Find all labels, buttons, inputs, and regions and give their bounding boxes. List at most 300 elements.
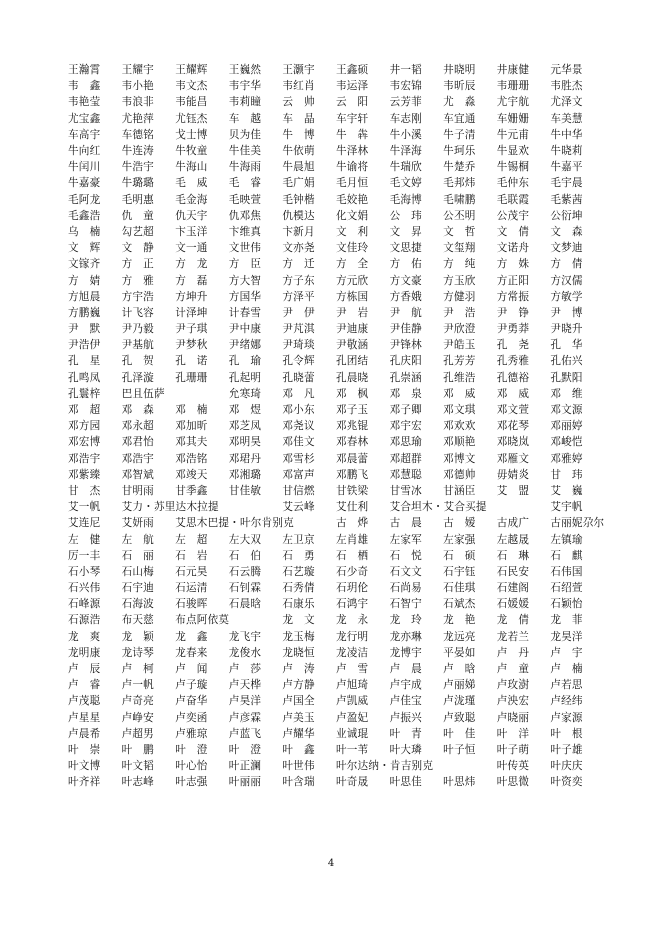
name-cell: 毛仲东 [496, 177, 530, 190]
name-row [68, 548, 604, 564]
name-cell: 邓丽婷 [550, 420, 583, 433]
name-cell: 尹 伊 [282, 306, 315, 319]
name-row [68, 159, 604, 175]
name-cell: 卢 楠 [550, 663, 583, 676]
name-cell: 尤宇航 [496, 96, 530, 109]
name-cell: 元华景 [550, 64, 583, 77]
name-cell: 卢丽娣 [443, 679, 476, 692]
name-cell: 孔珊珊 [175, 371, 208, 384]
name-cell: 叶 佳 [443, 727, 476, 740]
name-cell: 邓鹏飞 [335, 468, 369, 481]
name-cell: 卢玫澍 [496, 679, 530, 692]
name-cell: 邓宇宏 [389, 420, 422, 433]
name-cell: 牛泽海 [389, 145, 422, 158]
name-cell: 牛子清 [443, 128, 476, 141]
name-cell: 卢彦霖 [228, 711, 262, 724]
name-cell: 石运清 [175, 582, 208, 595]
name-row [68, 515, 604, 531]
name-cell: 文 利 [335, 225, 369, 238]
name-row [68, 451, 604, 467]
name-cell: 卞玉洋 [175, 225, 208, 238]
name-cell: 计泽坤 [175, 306, 208, 319]
name-cell: 艾宇帆 [550, 501, 583, 514]
name-cell: 牛晓莉 [550, 145, 583, 158]
name-cell: 戈士博 [175, 128, 208, 141]
name-cell: 韦胜杰 [550, 80, 583, 93]
name-cell: 尹勇莽 [496, 323, 530, 336]
name-cell: 龙 爽 [68, 630, 101, 643]
name-cell: 孔庆阳 [389, 355, 422, 368]
name-cell: 尹乃毅 [121, 323, 154, 336]
name-cell: 王巍然 [228, 64, 262, 77]
name-cell: 牛海山 [175, 161, 208, 174]
name-cell: 邓方园 [68, 420, 101, 433]
name-cell: 韦红肖 [282, 80, 315, 93]
name-cell: 卢致聪 [443, 711, 476, 724]
name-cell: 叶 澄 [228, 743, 262, 756]
name-cell: 尹中康 [228, 323, 262, 336]
name-cell: 甘涵臣 [443, 484, 476, 497]
name-row [68, 127, 604, 143]
name-cell: 毛紫茜 [550, 193, 583, 206]
name-row [68, 580, 604, 596]
name-cell: 尹 默 [68, 323, 101, 336]
name-cell: 甘雪冰 [389, 484, 422, 497]
name-cell: 龙 艳 [443, 614, 476, 627]
name-cell: 孔晨晓 [335, 371, 369, 384]
name-cell: 石颖怡 [550, 598, 583, 611]
name-cell: 井晓明 [443, 64, 476, 77]
name-cell: 邓 煜 [228, 404, 262, 417]
name-cell: 卢超男 [121, 727, 154, 740]
name-cell: 尹基航 [121, 339, 154, 352]
name-cell: 石康乐 [282, 598, 315, 611]
name-cell: 毛 威 [175, 177, 208, 190]
name-cell: 孔崇涵 [389, 371, 422, 384]
name-cell: 孔泽漩 [121, 371, 154, 384]
name-cell: 车美慧 [550, 112, 583, 125]
name-row [68, 208, 604, 224]
name-cell: 尹 铮 [496, 306, 530, 319]
name-cell: 牛中华 [550, 128, 583, 141]
name-cell: 卢星星 [68, 711, 101, 724]
name-cell: 艾妍雨 [121, 517, 154, 530]
name-cell: 石 勇 [282, 549, 315, 562]
name-cell: 卢 雪 [335, 663, 369, 676]
name-cell: 卢 柯 [121, 663, 154, 676]
name-cell: 韦珊珊 [496, 80, 530, 93]
name-cell: 邓文萱 [496, 404, 530, 417]
name-cell: 方 迁 [282, 258, 315, 271]
name-cell: 古 烨 [335, 517, 369, 530]
name-cell: 石玥伦 [335, 582, 369, 595]
name-cell: 邓浩宇 [68, 452, 101, 465]
name-cell: 巴且伍萨 [121, 387, 165, 400]
name-cell: 方泽平 [282, 290, 315, 303]
name-cell: 牛 犇 [335, 128, 369, 141]
name-cell: 孔团结 [335, 355, 369, 368]
name-cell: 韦文杰 [175, 80, 208, 93]
name-cell: 方宇浩 [121, 290, 154, 303]
name-cell: 艾力・苏里达木拉提 [121, 501, 219, 514]
name-cell: 叶丽丽 [228, 776, 262, 789]
name-cell: 卢旭琦 [335, 679, 369, 692]
name-row [68, 726, 604, 742]
name-cell: 古 嫒 [443, 517, 476, 530]
name-cell: 甘明雨 [121, 484, 154, 497]
name-row [68, 467, 604, 483]
name-cell: 文亦尧 [282, 242, 315, 255]
name-cell: 韦昕辰 [443, 80, 476, 93]
name-cell: 卢蓝飞 [228, 727, 262, 740]
name-cell: 邓 威 [496, 387, 530, 400]
name-cell: 尹迪康 [335, 323, 369, 336]
name-cell: 叶思微 [496, 776, 530, 789]
name-cell: 石少奇 [335, 565, 369, 578]
name-row [68, 645, 604, 661]
name-row [68, 499, 604, 515]
name-cell: 石 丽 [121, 549, 154, 562]
name-cell: 毛宇晨 [550, 177, 583, 190]
name-cell: 牛显欢 [496, 145, 530, 158]
name-cell: 卢奇亮 [121, 695, 154, 708]
name-cell: 文佳玲 [335, 242, 369, 255]
name-cell: 叶思炜 [443, 776, 476, 789]
name-cell: 龙 颖 [121, 630, 154, 643]
name-cell: 石云腾 [228, 565, 262, 578]
name-cell: 文 昇 [389, 225, 422, 238]
name-cell: 牛小溪 [389, 128, 422, 141]
name-cell: 尹琦琰 [282, 339, 315, 352]
name-cell: 左镇瑜 [550, 533, 583, 546]
name-cell: 叶志强 [175, 776, 208, 789]
name-cell: 叶 鑫 [282, 743, 315, 756]
name-cell: 车高宇 [68, 128, 101, 141]
name-cell: 卢佳宝 [389, 695, 422, 708]
name-cell: 尤 淼 [443, 96, 476, 109]
name-cell: 叶心怡 [175, 760, 208, 773]
name-cell: 石尚易 [389, 582, 422, 595]
name-cell: 毛啸鹏 [443, 193, 476, 206]
name-cell: 石源浩 [68, 614, 101, 627]
name-cell: 左大双 [228, 533, 262, 546]
name-cell: 文玺翔 [443, 242, 476, 255]
name-cell: 计飞容 [121, 306, 154, 319]
name-cell: 石小琴 [68, 565, 101, 578]
name-cell: 邓雅婷 [550, 452, 583, 465]
name-cell: 叶大璘 [389, 743, 422, 756]
name-cell: 邓思瑜 [389, 436, 422, 449]
name-cell: 左 航 [121, 533, 154, 546]
name-cell: 方栋国 [335, 290, 369, 303]
name-cell: 龙行明 [335, 630, 369, 643]
name-cell: 左家强 [443, 533, 476, 546]
name-cell: 乌 楠 [68, 225, 101, 238]
name-cell: 文一通 [175, 242, 208, 255]
name-cell: 毛海博 [389, 193, 422, 206]
name-cell: 艾 巍 [550, 484, 583, 497]
name-cell: 卢泱宏 [496, 695, 530, 708]
name-cell: 邓宏博 [68, 436, 101, 449]
name-cell: 邓浩铭 [175, 452, 208, 465]
name-cell: 孔佑兴 [550, 355, 583, 368]
name-cell: 邓 泉 [389, 387, 422, 400]
name-cell: 邓佳文 [282, 436, 315, 449]
name-cell: 卢 晨 [389, 663, 422, 676]
name-cell: 石艺璇 [282, 565, 315, 578]
name-cell: 毛 睿 [228, 177, 262, 190]
name-row [68, 710, 604, 726]
name-cell: 卢 睿 [68, 679, 101, 692]
name-cell: 孔 瑜 [228, 355, 262, 368]
name-cell: 卢 童 [496, 663, 530, 676]
name-cell: 邓君怡 [121, 436, 154, 449]
name-cell: 叶子恒 [443, 743, 476, 756]
name-cell: 方玉欣 [443, 274, 476, 287]
name-cell: 邓顺艳 [443, 436, 476, 449]
name-row [68, 434, 604, 450]
name-cell: 艾连尼 [68, 517, 101, 530]
name-cell: 邓子卿 [389, 404, 422, 417]
name-cell: 卢若思 [550, 679, 583, 692]
name-cell: 龙凌洁 [335, 646, 369, 659]
name-cell: 石山梅 [121, 565, 154, 578]
name-cell: 孔 华 [550, 339, 583, 352]
name-cell: 业诚琨 [335, 727, 369, 740]
name-cell: 方 雅 [121, 274, 154, 287]
name-cell: 龙 菲 [550, 614, 583, 627]
name-cell: 卢晨希 [68, 727, 101, 740]
name-cell: 龙 玲 [389, 614, 422, 627]
name-cell: 石斌杰 [443, 598, 476, 611]
name-cell: 石海波 [121, 598, 154, 611]
name-cell: 尹 博 [550, 306, 583, 319]
name-cell: 孔晓蕾 [282, 371, 315, 384]
name-cell: 卢美玉 [282, 711, 315, 724]
name-cell: 龙飞宇 [228, 630, 262, 643]
name-cell: 毛鑫浩 [68, 209, 101, 222]
name-row [68, 62, 604, 78]
name-cell: 文诺舟 [496, 242, 530, 255]
name-cell: 石宇钰 [443, 565, 476, 578]
name-cell: 牛泽林 [335, 145, 369, 158]
name-cell: 尹子琪 [175, 323, 208, 336]
name-row [68, 256, 604, 272]
name-cell: 甘季鑫 [175, 484, 208, 497]
name-cell: 毛映萱 [228, 193, 262, 206]
name-cell: 尹浩伊 [68, 339, 101, 352]
name-cell: 毛阿龙 [68, 193, 101, 206]
name-cell: 毋婧炎 [496, 468, 530, 481]
name-cell: 卢一帆 [121, 679, 154, 692]
name-cell: 方文豪 [389, 274, 422, 287]
name-cell: 尹锋林 [389, 339, 422, 352]
name-cell: 文 森 [550, 225, 583, 238]
name-cell: 化文娟 [335, 209, 369, 222]
name-cell: 龙昊洋 [550, 630, 583, 643]
name-cell: 左 健 [68, 533, 101, 546]
name-cell: 尹 岩 [335, 306, 369, 319]
name-cell: 叶 洋 [496, 727, 530, 740]
name-cell: 龙博宇 [389, 646, 422, 659]
name-cell: 石钊霖 [228, 582, 262, 595]
name-cell: 尹绪娜 [228, 339, 262, 352]
name-cell: 尹敬涵 [335, 339, 369, 352]
name-cell: 仇 童 [121, 209, 154, 222]
name-cell: 文世伟 [228, 242, 262, 255]
name-cell: 叶正澜 [228, 760, 262, 773]
name-cell: 龙玉梅 [282, 630, 315, 643]
name-cell: 车 越 [228, 112, 262, 125]
name-cell: 方 佑 [389, 258, 422, 271]
name-cell: 邓富声 [282, 468, 315, 481]
name-cell: 布点阿依莫 [175, 614, 230, 627]
name-cell: 石宇迪 [121, 582, 154, 595]
name-row [68, 94, 604, 110]
name-cell: 古丽妮尕尔 [550, 517, 605, 530]
name-cell: 牛向红 [68, 145, 101, 158]
name-row [68, 305, 604, 321]
name-cell: 艾云峰 [282, 501, 315, 514]
name-cell: 井康健 [496, 64, 530, 77]
name-cell: 卢 辰 [68, 663, 101, 676]
name-cell: 艾思木巴提・叶尔肯别克 [175, 517, 294, 530]
name-cell: 方汉儒 [550, 274, 583, 287]
name-row [68, 742, 604, 758]
name-cell: 孔 尧 [496, 339, 530, 352]
name-cell: 叶 青 [389, 727, 422, 740]
name-cell: 卢经纬 [550, 695, 583, 708]
name-cell: 卢 宇 [550, 646, 583, 659]
name-cell: 叶 根 [550, 727, 583, 740]
name-cell: 井一韬 [389, 64, 422, 77]
name-cell: 孔维浩 [443, 371, 476, 384]
name-cell: 毛明惠 [121, 193, 154, 206]
name-cell: 孔 星 [68, 355, 101, 368]
name-cell: 叶一苇 [335, 743, 369, 756]
name-row [68, 418, 604, 434]
name-cell: 叶资奕 [550, 776, 583, 789]
name-row [68, 774, 604, 790]
name-cell: 艾 盟 [496, 484, 530, 497]
name-cell: 龙远亮 [443, 630, 476, 643]
name-cell: 牛珂乐 [443, 145, 476, 158]
name-cell: 石佳琪 [443, 582, 476, 595]
name-cell: 邓 维 [550, 387, 583, 400]
name-cell: 车德铭 [121, 128, 154, 141]
name-cell: 邓芝凤 [228, 420, 262, 433]
name-row [68, 272, 604, 288]
name-cell: 左 超 [175, 533, 208, 546]
name-cell: 古 晨 [389, 517, 422, 530]
name-cell: 云芳菲 [389, 96, 422, 109]
name-cell: 文 哲 [443, 225, 476, 238]
name-cell: 卢凯威 [335, 695, 369, 708]
name-cell: 文 辉 [68, 242, 101, 255]
name-cell: 方 倩 [550, 258, 583, 271]
name-cell: 甘铁梁 [335, 484, 369, 497]
name-cell: 方 正 [121, 258, 154, 271]
name-cell: 牛锡桐 [496, 161, 530, 174]
name-cell: 龙亦琳 [389, 630, 422, 643]
name-cell: 卢泷瑾 [443, 695, 476, 708]
name-cell: 龙 文 [282, 614, 315, 627]
name-cell: 邓晓岚 [496, 436, 530, 449]
name-cell: 龙 鑫 [175, 630, 208, 643]
name-cell: 卢盈妃 [335, 711, 369, 724]
name-cell: 韦浪非 [121, 96, 154, 109]
name-cell: 韦小艳 [121, 80, 154, 93]
name-cell: 王瀚霄 [68, 64, 101, 77]
name-cell: 方健羽 [443, 290, 476, 303]
name-cell: 卢方静 [282, 679, 315, 692]
name-cell: 牛依萌 [282, 145, 315, 158]
name-cell: 石绍萱 [550, 582, 583, 595]
name-cell: 尹佳静 [389, 323, 422, 336]
name-cell: 卢宇成 [389, 679, 422, 692]
name-cell: 叶子萌 [496, 743, 530, 756]
name-cell: 牛牧童 [175, 145, 208, 158]
name-row [68, 693, 604, 709]
name-cell: 卞维真 [228, 225, 262, 238]
name-cell: 牛瑞欣 [389, 161, 422, 174]
name-cell: 方元欣 [335, 274, 369, 287]
name-cell: 文思捷 [389, 242, 422, 255]
name-cell: 左越晟 [496, 533, 530, 546]
name-cell: 卢 丹 [496, 646, 530, 659]
name-cell: 龙若兰 [496, 630, 530, 643]
name-cell: 勾艺超 [121, 225, 154, 238]
name-cell: 卢雅琼 [175, 727, 208, 740]
name-cell: 卢耀华 [282, 727, 315, 740]
name-cell: 甘佳敏 [228, 484, 262, 497]
name-cell: 韦 鑫 [68, 80, 101, 93]
name-cell: 韦宏锦 [389, 80, 422, 93]
name-cell: 叶世伟 [282, 760, 315, 773]
name-cell: 毛姣艳 [335, 193, 369, 206]
name-cell: 叶含瑞 [282, 776, 315, 789]
name-cell: 石民安 [496, 565, 530, 578]
name-cell: 尤宝鑫 [68, 112, 101, 125]
name-cell: 牛 博 [282, 128, 315, 141]
name-cell: 孔芳芳 [443, 355, 476, 368]
name-cell: 叶志峰 [121, 776, 154, 789]
name-cell: 尹 浩 [443, 306, 476, 319]
name-cell: 方 全 [335, 258, 369, 271]
name-cell: 石 伯 [228, 549, 262, 562]
name-cell: 尹晓升 [550, 323, 583, 336]
name-cell: 仇模达 [282, 209, 315, 222]
name-cell: 邓兆锟 [335, 420, 369, 433]
name-cell: 王耀辉 [175, 64, 208, 77]
name-cell: 牛璐璐 [121, 177, 154, 190]
name-cell: 龙 永 [335, 614, 369, 627]
name-cell: 孔 诺 [175, 355, 208, 368]
name-cell: 卞新月 [282, 225, 315, 238]
name-cell: 方 臣 [228, 258, 262, 271]
page-number: 4 [327, 858, 335, 869]
name-cell: 韦宇华 [228, 80, 262, 93]
name-row [68, 337, 604, 353]
name-cell: 叶传英 [496, 760, 530, 773]
name-cell: 邓小东 [282, 404, 315, 417]
name-row [68, 531, 604, 547]
name-row [68, 402, 604, 418]
name-cell: 邓文琪 [443, 404, 476, 417]
name-cell: 卢晓丽 [496, 711, 530, 724]
name-cell: 牛嘉豪 [68, 177, 101, 190]
name-cell: 牛晨旭 [282, 161, 315, 174]
